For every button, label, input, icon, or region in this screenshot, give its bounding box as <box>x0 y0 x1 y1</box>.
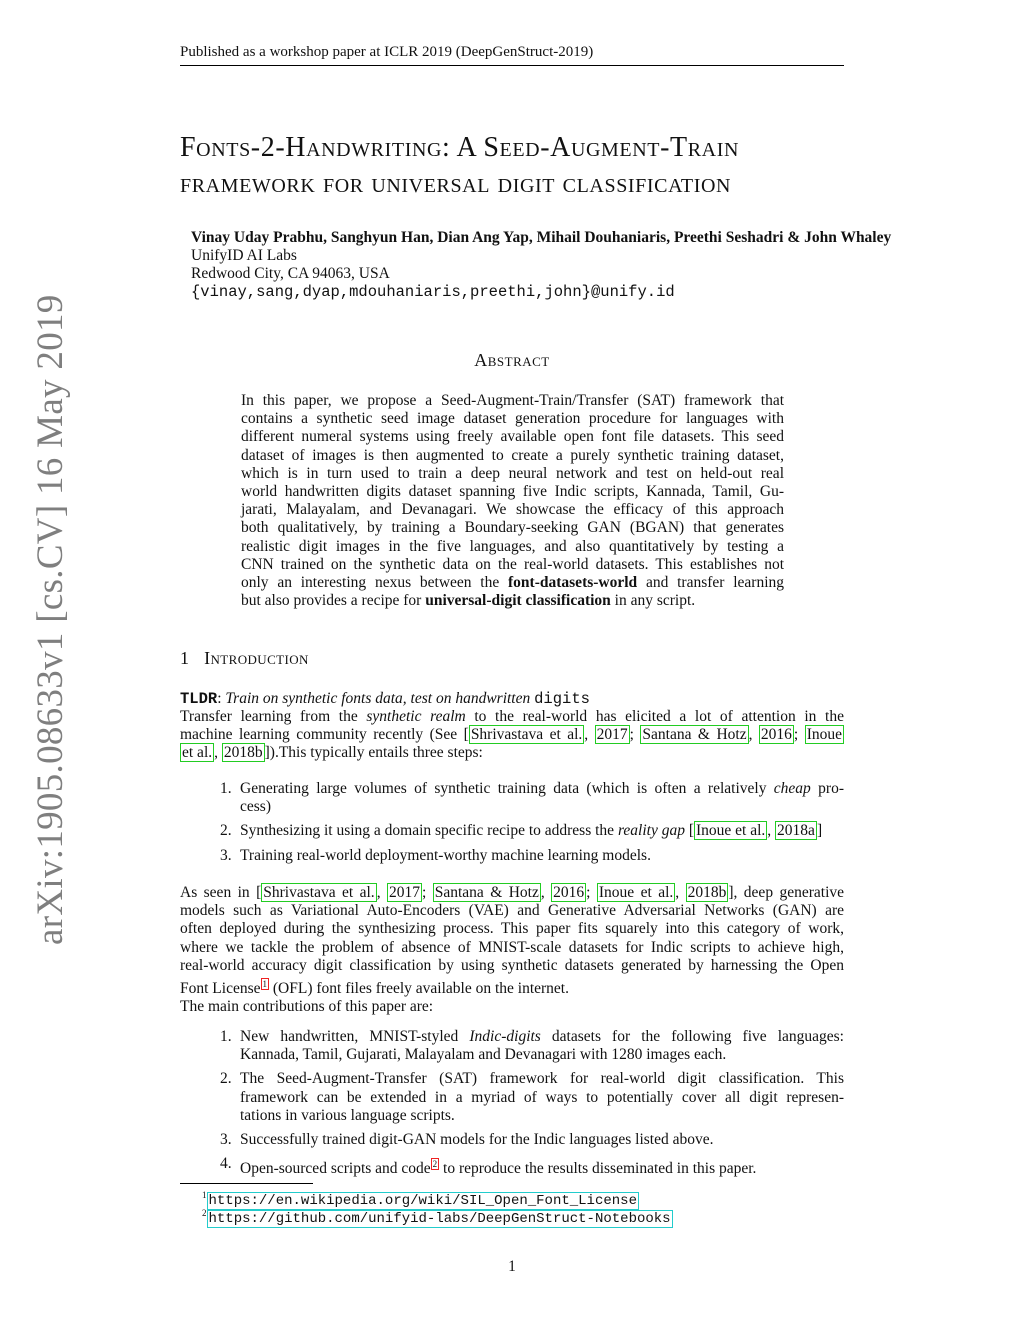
tldr-line: TLDR: Train on synthetic fonts data, test on handwritten digits <box>180 690 590 708</box>
list-item: 1. Generating large volumes of synthetic training data (which is often a relatively cheap pro- cess) <box>220 780 844 816</box>
footnote-1 <box>202 1190 639 1209</box>
tldr-label: TLDR <box>180 690 218 708</box>
paragraph-line: Font License $^1$ (OFL) font files freely available on the internet. <box>180 979 569 998</box>
page-number: 1 <box>508 1258 516 1275</box>
list-item: 3. Training real-world deployment-worthy machine learning models. <box>220 846 651 864</box>
citation-link[interactable]: Santana & Hotz <box>642 726 747 744</box>
citation-link[interactable]: 2018b <box>687 884 727 901</box>
author-list: Vinay Uday Prabhu, Sanghyun Han, Dian Ang Yap, Mihail Douhaniaris, Preethi Seshadri & John Whaley <box>191 229 892 246</box>
section-title: Introduction <box>204 648 309 668</box>
paragraph-line: Transfer learning from the synthetic realm to the real-world has elicited a lot of attention in the <box>180 708 844 725</box>
citation-link[interactable]: 2017 <box>389 884 420 901</box>
section-number: 1 <box>180 648 190 668</box>
running-head: Published as a workshop paper at ICLR 2019 (DeepGenStruct-2019) <box>180 44 594 60</box>
footnote-number: 1 <box>202 1190 207 1200</box>
footnote-url-link[interactable]: https://en.wikipedia.org/wiki/SIL_Open_Font_License <box>208 1192 637 1209</box>
paragraph-line: where we tackle the problem of absence of MNIST-scale datasets for Indic scripts to achieve high, <box>180 938 844 956</box>
paragraph-line: models such as Variational Auto-Encoders (VAE) and Generative Adversarial Networks (GAN) are <box>180 902 844 920</box>
affiliation: UnifyID AI Labs <box>191 247 297 264</box>
citation-link[interactable]: Shrivastava et al. <box>470 726 583 744</box>
abstract-line: but also provides a recipe for universal-digit classification in any script. <box>241 592 696 610</box>
paragraph-line: often deployed during the synthesizing process. This paper fits squarely into this category of work, <box>180 920 844 938</box>
abstract-line: only an interesting nexus between the font-datasets-world and transfer learning <box>241 574 784 592</box>
citation-link[interactable]: Inoue <box>806 726 842 744</box>
location: Redwood City, CA 94063, USA <box>191 265 390 282</box>
footnote-rule <box>180 1183 313 1184</box>
abstract-line: jarati, Malayalam, and Devanagari. We showcase the efficacy of this approach <box>241 501 784 519</box>
citation-link[interactable]: Inoue et al. <box>696 822 766 840</box>
abstract-line: both qualitatively, by training a Boundary-seeking GAN (BGAN) that generates <box>241 519 784 537</box>
list-item: 4. Open-sourced scripts and code $^2$ to reproduce the results disseminated in this paper. <box>220 1155 757 1178</box>
citation-link[interactable]: Inoue et al. <box>598 884 674 901</box>
citation-link[interactable]: Santana & Hotz <box>434 884 539 901</box>
footnote-marker[interactable]: 2 <box>432 1159 438 1170</box>
paper-title-line-2: framework for universal digit classification <box>180 168 732 199</box>
citation-link[interactable]: et al. <box>182 744 213 762</box>
tldr-text-mono: digits <box>534 690 590 708</box>
paragraph-line: machine learning community recently (See [ Shrivastava et al. , 2017 ; Santana & Hotz , 2016 ; Inoue <box>180 726 842 744</box>
footnote-2 <box>202 1208 673 1227</box>
abstract-body <box>241 392 784 610</box>
abstract-line: contains a synthetic seed image dataset generation procedure for languages with <box>241 410 784 428</box>
list-item: 2. The Seed-Augment-Transfer (SAT) framework for real-world digit classification. This framework can be extended in a myriad of ways to potentially cover all digit represen- tations in various language scripts. <box>220 1070 844 1124</box>
header-rule <box>180 65 844 66</box>
abstract-line: CNN trained on the synthetic data on the real-world datasets. This establishes not <box>241 555 784 573</box>
paragraph-line: As seen in [ Shrivastava et al. , 2017 ; Santana & Hotz , 2016 ; Inoue et al. , 2018b ], deep generative <box>180 884 845 901</box>
author-emails: {vinay,sang,dyap,mdouhaniaris,preethi,john}@unify.id <box>191 283 675 301</box>
paragraph-line: et al. , 2018b ]).This typically entails three steps: <box>182 744 483 762</box>
keyword-universal-digit-classification: universal-digit classification <box>425 592 611 610</box>
keyword-font-datasets-world: font-datasets-world <box>508 574 638 592</box>
section-heading-introduction <box>180 648 309 669</box>
list-item: 1. New handwritten, MNIST-styled Indic-digits datasets for the following five languages: Kannada, Tamil, Gujarati, Malayalam and Devanagari with 1280 images each. <box>220 1028 844 1064</box>
abstract-line: realistic digit images in the five languages, and also quantitatively by testing a <box>241 537 784 555</box>
citation-link[interactable]: 2016 <box>760 726 792 744</box>
paper-title-line-1: Fonts-2-Handwriting: A Seed-Augment-Train <box>180 132 740 163</box>
abstract-line: different numeral systems using freely available open font file datasets. This seed <box>241 428 784 446</box>
intro-paragraph-1 <box>180 708 844 763</box>
contributions-list <box>220 1028 844 1185</box>
citation-link[interactable]: 2018b <box>223 744 263 762</box>
citation-link[interactable]: Shrivastava et al. <box>263 884 375 901</box>
abstract-line: dataset of images is then augmented to create a purely synthetic training dataset, <box>241 446 784 464</box>
abstract-line: world handwritten digits dataset spanning five Indic scripts, Kannada, Tamil, Gu- <box>241 483 784 501</box>
footnote-number: 2 <box>202 1208 207 1218</box>
abstract-line: In this paper, we propose a Seed-Augment-Train/Transfer (SAT) framework that <box>241 392 784 409</box>
footnote-url-link[interactable]: https://github.com/unifyid-labs/DeepGenStruct-Notebooks <box>208 1210 671 1227</box>
citation-link[interactable]: 2018a <box>777 822 815 840</box>
intro-paragraph-2 <box>180 884 844 1017</box>
citation-link[interactable]: 2016 <box>553 884 585 901</box>
arxiv-stamp: arXiv:1905.08633v1 [cs.CV] 16 May 2019 <box>30 294 71 945</box>
tldr-text: Train on synthetic fonts data, test on handwritten <box>225 690 535 707</box>
steps-list <box>220 780 844 871</box>
list-item: 2. Synthesizing it using a domain specific recipe to address the reality gap [ Inoue et al. , 2018a ] <box>220 822 823 840</box>
citation-link[interactable]: 2017 <box>596 726 628 744</box>
paragraph-line: The main contributions of this paper are: <box>180 998 434 1016</box>
abstract-heading: Abstract <box>474 350 550 370</box>
list-item: 3. Successfully trained digit-GAN models for the Indic languages listed above. <box>220 1131 714 1149</box>
paragraph-line: real-world accuracy digit classification by using synthetic datasets generated by harnessing the Open <box>180 956 844 974</box>
footnote-marker[interactable]: 1 <box>262 979 267 990</box>
abstract-line: which is in turn used to train a deep neural network and test on held-out real <box>241 464 784 482</box>
